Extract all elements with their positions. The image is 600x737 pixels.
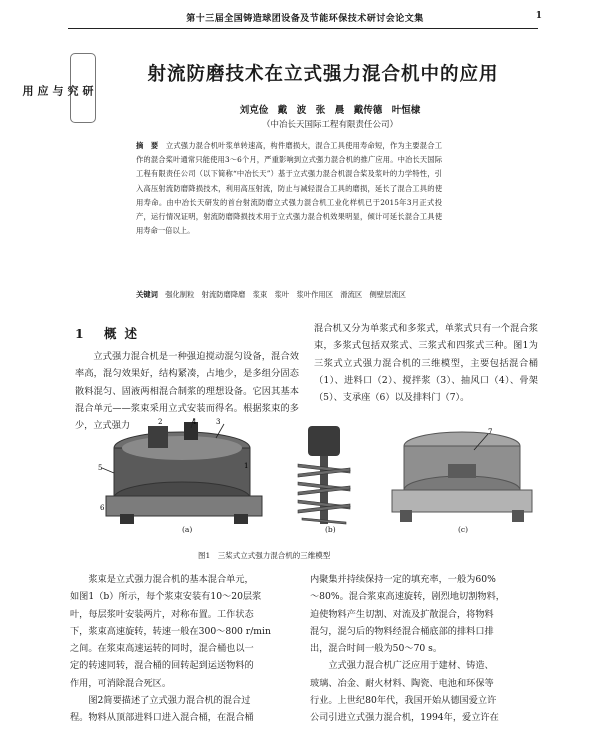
text-line: 图2简要描述了立式强力混合机的混合过 xyxy=(70,695,251,707)
section-tag-char: 与 xyxy=(51,84,64,96)
text-line: 公司引进立式强力混合机，1994年，爱立许在 xyxy=(310,712,499,724)
text-line: 玻璃、冶金、耐火材料、陶瓷、电池和环保等 xyxy=(310,677,494,689)
body-paragraph-left-2 xyxy=(70,571,296,727)
text-line: 出，混合时间一般为50～70 s。 xyxy=(310,643,443,655)
running-header-title: 第十三届全国铸造球团设备及节能环保技术研讨会论文集 xyxy=(186,14,424,24)
abstract xyxy=(136,139,442,238)
text-line: 内聚集并持续保持一定的填充率，一般为60% xyxy=(310,574,496,585)
callout-2: 2 xyxy=(158,418,163,426)
figure-sublabel-b: (b) xyxy=(325,525,336,534)
callout-3: 3 xyxy=(216,418,221,426)
section-tag-char: 用 xyxy=(21,84,34,96)
text-line: 程。物料从顶部进料口进入混合桶，在混合桶 xyxy=(70,712,254,724)
keywords-label: 关键词 xyxy=(136,290,158,299)
text-line: 混匀，混匀后的物料经混合桶底部的排料口排 xyxy=(310,625,494,637)
callout-6: 6 xyxy=(100,504,105,512)
keywords-text: 强化制粒 射流防磨降磨 浆束 浆叶 浆叶作用区 滑流区 侧壁层流区 xyxy=(165,290,406,299)
text-line: 下，浆束高速旋转，转速一般在300～800 r/min xyxy=(70,625,271,637)
figure-1b-paddle-shaft-illustration xyxy=(292,422,356,528)
text-line: 如图1（b）所示，每个浆束安装有10～20层浆 xyxy=(70,591,262,603)
abstract-text: 立式强力混合机叶浆单转速高，构件磨损大，混合工具使用寿命短，作为主要混合工作的混合桨叶通常只能使用3～6个月，严重影响到立式强力混合机的推广应用。中冶长天国际工程有限责任公司（以下简称“中冶长天”）基于立式强力混合机混合桨及浆叶的力学特性，引入高压射流防磨降损技术，利用高压射流，防止与减轻混合工具的磨损，延长了混合工具的使用寿命。由中冶长天研发的首台射流防磨立式强力混合机工业化样机已于2015年3月正式投产，运行情况证明，射流防磨降损技术用于立式强力混合机效果明显，倾计可延长混合工具使用寿命一倍以上。 xyxy=(136,141,443,236)
figure-1c-mixer-cutaway-illustration xyxy=(378,424,544,528)
section-tag xyxy=(21,53,96,123)
callout-4: 4 xyxy=(192,418,197,426)
keywords xyxy=(136,288,442,301)
figure-sublabel-c: (c) xyxy=(458,525,469,534)
text-line: 行业。上世纪80年代，我国开始从德国爱立许 xyxy=(310,695,497,707)
body-paragraph-right-2 xyxy=(310,571,536,727)
section-heading: 1 概述 xyxy=(75,326,146,341)
body-paragraph-left-1: 立式强力混合机是一种强迫搅动混匀设备，混合效率高，混匀效果好，结构紧凑，占地少，是多组分固态散料混匀、固液两相混合制浆的理想设备。它因其基本混合单元——浆束采用立式安装而得名。根据浆束的多少，立式强力 xyxy=(75,351,299,432)
section-tag-char: 究 xyxy=(66,84,79,96)
section-tag-char: 研 xyxy=(81,84,94,96)
page-number: 1 xyxy=(535,11,542,21)
figure-sublabel-a: (a) xyxy=(182,525,193,534)
text-line: 作用，可消除混合死区。 xyxy=(70,677,172,689)
abstract-label: 摘 要 xyxy=(136,141,159,150)
figure-caption: 图1 三桨式立式强力混合机的三维模型 xyxy=(198,551,331,560)
callout-7: 7 xyxy=(488,428,493,436)
text-line: 之间。在浆束高速运转的同时，混合桶也以一 xyxy=(70,643,254,655)
paper-title: 射流防磨技术在立式强力混合机中的应用 xyxy=(147,64,499,85)
figure-1a-mixer-illustration xyxy=(96,418,272,530)
paper-affiliation: （中冶长天国际工程有限责任公司） xyxy=(261,120,398,130)
section-tag-char: 应 xyxy=(36,84,49,96)
text-line: ～80%。混合浆束高速旋转，剧烈地切割物料， xyxy=(310,591,505,603)
text-line: 迫使物料产生切割、对流及扩散混合，将物料 xyxy=(310,608,494,620)
callout-5: 5 xyxy=(98,464,103,472)
callout-1: 1 xyxy=(244,462,249,470)
text-line: 浆束是立式强力混合机的基本混合单元， xyxy=(70,574,254,585)
body-paragraph-right-1: 混合机又分为单浆式和多浆式，单浆式只有一个混合浆束，多浆式包括双浆式、三浆式和四浆式三种。图1为三浆式立式强力混合机的三维模型，主要包括混合桶（1）、进料口（2）、搅拌浆（3）、抽风口（4）、骨架（5）、支承座（6）以及排料门（7）。 xyxy=(314,323,538,404)
text-line: 定的转速同转，混合桶的回转起到运送物料的 xyxy=(70,660,254,672)
text-line: 叶，每层浆叶安装两片，对称布置。工作状态 xyxy=(70,608,254,620)
paper-authors: 刘克俭 戴 波 张 晨 戴传德 叶恒棣 xyxy=(239,105,421,116)
text-line: 立式强力混合机广泛应用于建材、铸造、 xyxy=(310,660,494,672)
header-rule xyxy=(68,28,538,29)
